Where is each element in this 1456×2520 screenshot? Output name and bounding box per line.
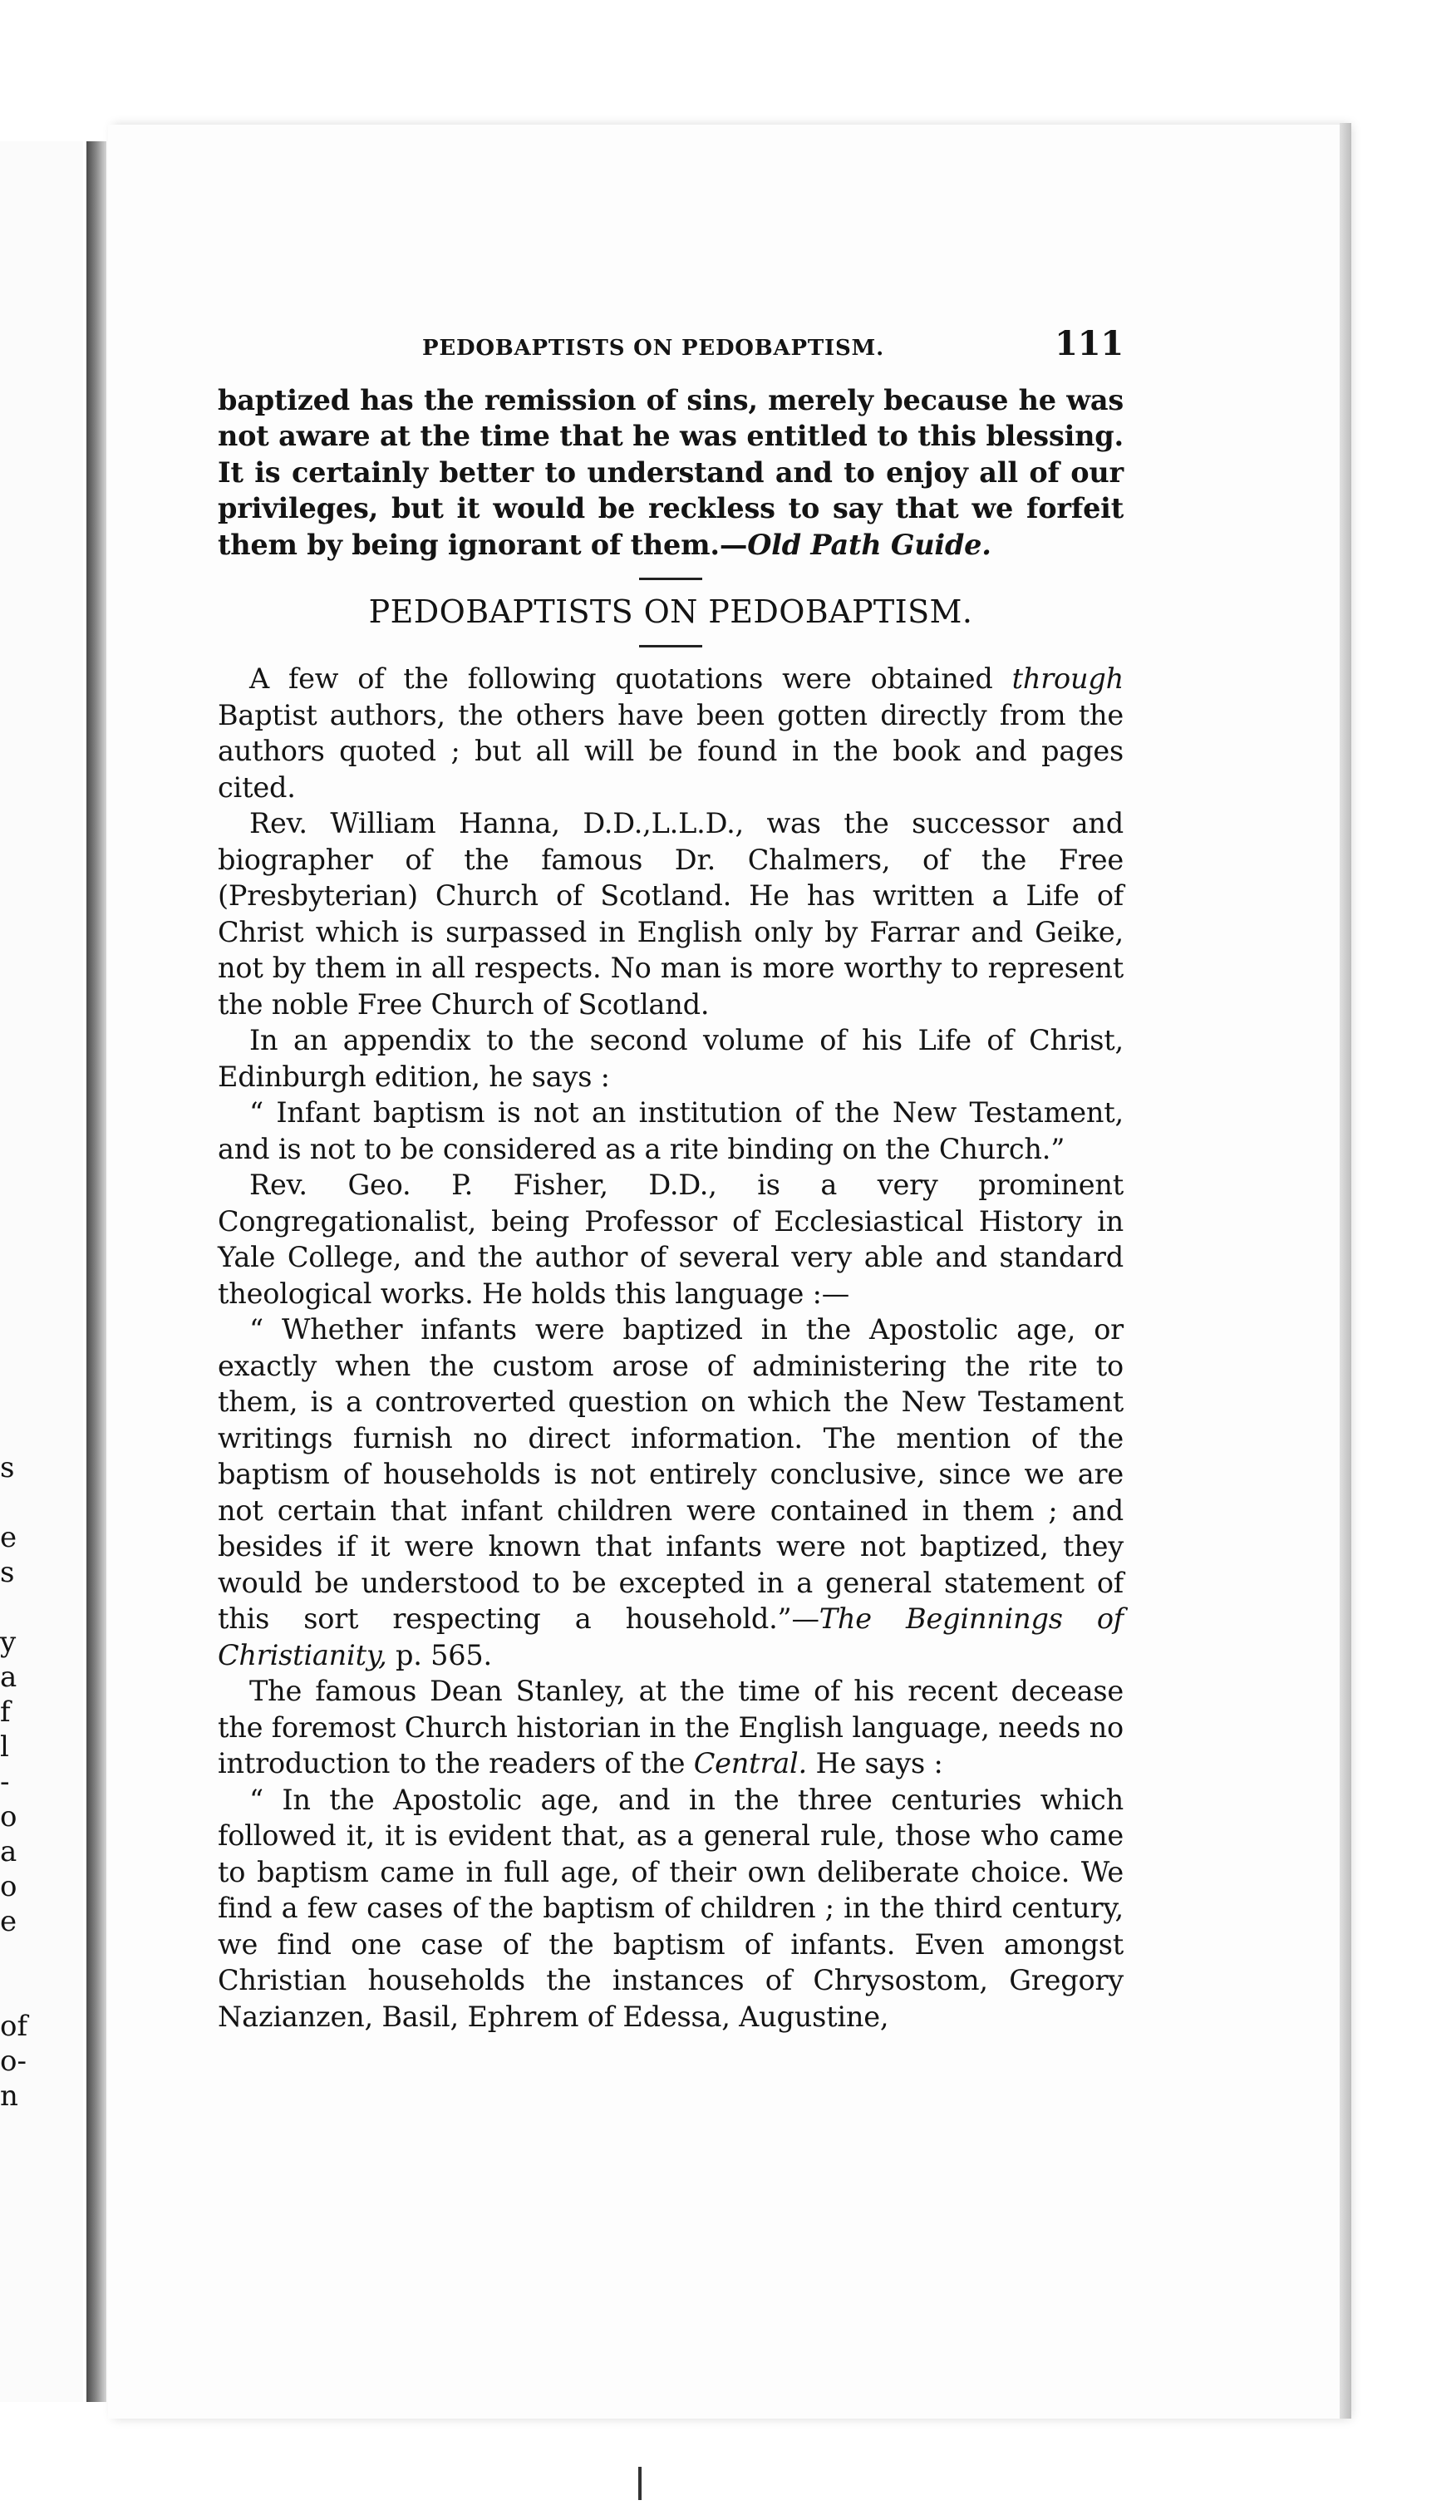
facing-page-fragment: l bbox=[0, 1730, 9, 1764]
facing-page-fragment: of bbox=[0, 2010, 28, 2043]
facing-page-fragment: y bbox=[0, 1626, 17, 1659]
page-number: 111 bbox=[1055, 324, 1124, 363]
opening-source: Old Path Guide. bbox=[747, 528, 991, 561]
facing-page-fragment bbox=[0, 1974, 33, 2009]
facing-page-fragment bbox=[0, 1590, 33, 1625]
facing-page-fragment: e bbox=[0, 1905, 17, 1938]
section-rule-top bbox=[639, 578, 702, 580]
quote-fisher-page: p. 565. bbox=[386, 1638, 492, 1671]
facing-page-text-fragments bbox=[0, 1450, 33, 2114]
page-edge bbox=[1340, 123, 1351, 2419]
running-title: PEDOBAPTISTS ON PEDOBAPTISM. bbox=[422, 336, 884, 361]
facing-page-fragment: f bbox=[0, 1696, 11, 1729]
running-head bbox=[218, 326, 1124, 367]
opening-paragraph bbox=[218, 382, 1124, 564]
facing-page-fragment: a bbox=[0, 1835, 17, 1868]
quote-fisher-source: The Beginnings of Christianity, bbox=[218, 1602, 1124, 1671]
facing-page-fragment: - bbox=[0, 1765, 10, 1799]
paragraph-stanley-b: He says : bbox=[807, 1747, 943, 1779]
paragraph-stanley-emphasis: Central. bbox=[693, 1747, 807, 1779]
facing-page-fragment: o bbox=[0, 1870, 17, 1903]
facing-page-fragment: o bbox=[0, 1800, 17, 1833]
facing-page-fragment: s bbox=[0, 1556, 15, 1589]
paragraph-stanley bbox=[218, 1673, 1124, 1782]
paragraph-appendix: In an appendix to the second volume of his Life of Christ, Edinburgh edition, he says : bbox=[218, 1024, 1124, 1093]
quote-fisher bbox=[218, 1312, 1124, 1673]
facing-page-fragment: a bbox=[0, 1661, 17, 1694]
facing-page-fragment bbox=[0, 1485, 33, 1520]
paragraph-fisher: Rev. Geo. P. Fisher, D.D., is a very prominent Congregationalist, being Professor of Ecclesiastical History in Yale College, and the author of several very able and standard theological works. He holds this language :— bbox=[218, 1169, 1124, 1310]
paragraph-intro bbox=[218, 661, 1124, 805]
book-gutter bbox=[86, 141, 106, 2402]
opening-text: baptized has the remission of sins, merely because he was not aware at the time that he was entitled to this blessing. It is certainly better to understand and to enjoy all of our privileges, but it would be reckless to say that we forfeit them by being ignorant of them.— bbox=[218, 383, 1124, 561]
quote-fisher-text: “ Whether infants were baptized in the Apostolic age, or exactly when the custom arose of administering the rite to them, is a controverted question on which the New Testament writings furnish no direct information. The mention of the baptism of households is not entirely conclusive, since we are not certain that infant children were contained in them ; and besides if it were known that infants were not baptized, they would be understood to be excepted in a general statement of this sort respecting a household.”— bbox=[218, 1313, 1124, 1635]
paragraph-intro-a: A few of the following quotations were obtained bbox=[249, 662, 1012, 695]
section-rule-bottom bbox=[639, 645, 702, 647]
quote-hanna: “ Infant baptism is not an institution of the New Testament, and is not to be considered as a rite binding on the Church.” bbox=[218, 1096, 1124, 1165]
facing-page-fragment: s bbox=[0, 1451, 15, 1484]
facing-page-fragment: n bbox=[0, 2079, 18, 2113]
facing-page-fragment: e bbox=[0, 1521, 17, 1554]
page-text bbox=[218, 326, 1124, 2035]
paragraph-hanna: Rev. William Hanna, D.D.,L.L.D., was the successor and biographer of the famous Dr. Chalmers, of the Free (Presbyterian) Church of Scotland. He has written a Life of Christ which is surpassed in English only by Farrar and Geike, not by them in all respects. No man is more worthy to represent the noble Free Church of Scotland. bbox=[218, 807, 1124, 1021]
section-title: PEDOBAPTISTS ON PEDOBAPTISM. bbox=[368, 593, 973, 630]
quote-stanley: “ In the Apostolic age, and in the three centuries which followed it, it is evident that, as a general rule, those who came to baptism came in full age, of their own deliberate choice. We find a few cases of the baptism of children ; in the third century, we find one case of the baptism of infants. Even amongst Christian households the instances of Chrysostom, Gregory Nazianzen, Basil, Ephrem of Edessa, Augustine, bbox=[218, 1783, 1124, 2033]
facing-page-fragment: o- bbox=[0, 2045, 27, 2078]
scan-mark bbox=[638, 2467, 642, 2500]
paragraph-stanley-a: The famous Dean Stanley, at the time of his recent decease the foremost Church historian in the English language, needs no introduction to the readers of the bbox=[218, 1675, 1124, 1779]
paragraph-intro-emphasis: through bbox=[1011, 662, 1124, 695]
paragraph-intro-b: Baptist authors, the others have been gotten directly from the authors quoted ; but all will be found in the book and pages cited. bbox=[218, 698, 1124, 804]
facing-page-fragment bbox=[0, 1939, 33, 1974]
